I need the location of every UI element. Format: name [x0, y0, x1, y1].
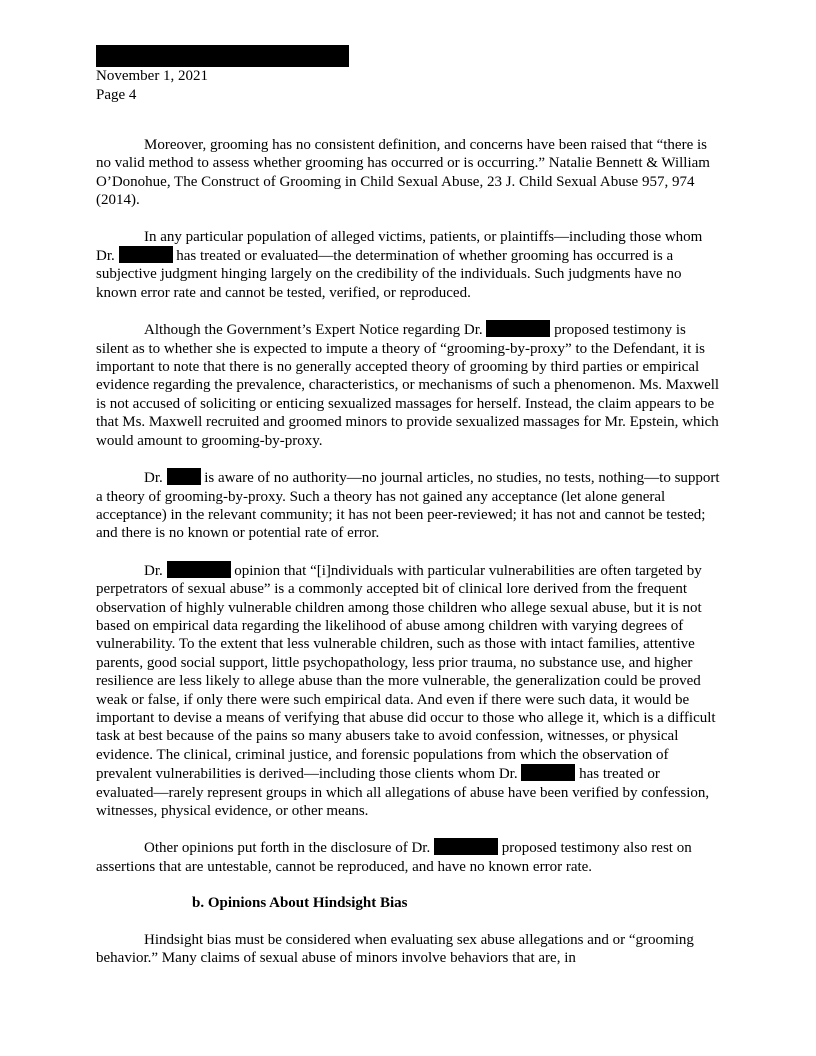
letter-date: November 1, 2021 — [96, 68, 209, 84]
paragraph-text: opinion that “[i]ndividuals with particular vulnerabilities are often targeted by perpetrators of sexual abuse” is a commonly accepted bit of clinical lore derived from the frequent observation of highly vulnerable children among those children who allege sexual abuse, but it is not based on empirical data regarding the likelihood of abuse among children with varying degrees of vulnerability. To the extent that less vulnerable children, such as those with intact families, attentive parents, good social support, little psychopathology, less prior trauma, no substance use, and higher resilience are less likely to allege abuse than the more vulnerable, the generalization could be proved weak or false, if only there were such empirical data. And even if there were such data, it would be important to devise a means of verifying that abuse did occur to those who allege it, which is a difficult task at best because of the pains so many abusers take to avoid confession, witnesses, or physical evidence. The clinical, criminal justice, and forensic populations from which the observation of prevalent vulnerabilities is derived—including those clients whom Dr. — [96, 562, 716, 783]
paragraph-text: has treated or evaluated—rarely represent groups in which all allegations of abuse have been verified by confession, witnesses, physical evidence, or other means. — [96, 766, 710, 819]
header-redaction — [96, 45, 349, 67]
name-redaction — [167, 561, 231, 578]
paragraph-vulnerabilities — [96, 561, 720, 821]
name-redaction — [486, 320, 550, 337]
paragraph-hindsight-bias: Hindsight bias must be considered when evaluating sex abuse allegations and or “grooming behavior.” Many claims of sexual abuse of minors involve behaviors that are, in — [96, 931, 694, 967]
paragraph-text: proposed testimony also rest on assertions that are untestable, cannot be reproduced, and have no known error rate. — [96, 840, 692, 875]
document-body — [96, 136, 720, 985]
paragraph-other-opinions — [96, 838, 720, 876]
paragraph-text: Other opinions put forth in the disclosure of Dr. — [144, 840, 431, 857]
paragraph-text: Dr. — [144, 470, 163, 487]
name-redaction — [167, 468, 201, 485]
paragraph-text: In any particular population of alleged victims, patients, or plaintiffs—including those whom Dr. — [96, 228, 703, 265]
paragraph-text: has treated or evaluated—the determination of whether grooming has occurred is a subjective judgment hinging largely on the credibility of the individuals. Such judgments have no known error rate and cannot be tested, verified, or reproduced. — [96, 248, 682, 301]
name-redaction — [521, 764, 575, 781]
name-redaction — [434, 838, 498, 855]
paragraph-expert-notice — [96, 320, 720, 450]
paragraph-subjective-judgment — [96, 228, 720, 303]
paragraph-no-authority — [96, 468, 720, 543]
paragraph-text: is aware of no authority—no journal articles, no studies, no tests, nothing—to support a theory of grooming-by-proxy. Such a theory has not gained any acceptance (let alone general acceptance) in the relevant community; it has not been peer-reviewed; it has not and cannot be tested; and there is no known or potential rate of error. — [96, 470, 720, 542]
name-redaction — [119, 246, 173, 263]
paragraph-text: proposed testimony is silent as to whether she is expected to impute a theory of “grooming-by-proxy” to the Defendant, it is important to note that there is no generally accepted theory of grooming by third parties or empirical evidence regarding the prevalence, characteristics, or mechanisms of such a phenomenon. Ms. Maxwell is not accused of soliciting or enticing sexualized massages for herself. Instead, the claim appears to be that Ms. Maxwell recruited and groomed minors to provide sexualized massages for Mr. Epstein, which would amount to grooming-by-proxy. — [96, 322, 720, 449]
page-number: Page 4 — [96, 87, 137, 103]
paragraph-text: Although the Government’s Expert Notice regarding Dr. — [144, 322, 483, 339]
paragraph-text: Dr. — [144, 562, 163, 579]
paragraph-grooming-definition: Moreover, grooming has no consistent definition, and concerns have been raised that “there is no valid method to assess whether grooming has occurred or is occurring.” Natalie Bennett & William O’Donohue, The Construct of Grooming in Child Sexual Abuse, 23 J. Child Sexual Abuse 957, 974 (2014). — [96, 137, 710, 209]
section-heading-hindsight-bias: b. Opinions About Hindsight Bias — [192, 895, 408, 912]
